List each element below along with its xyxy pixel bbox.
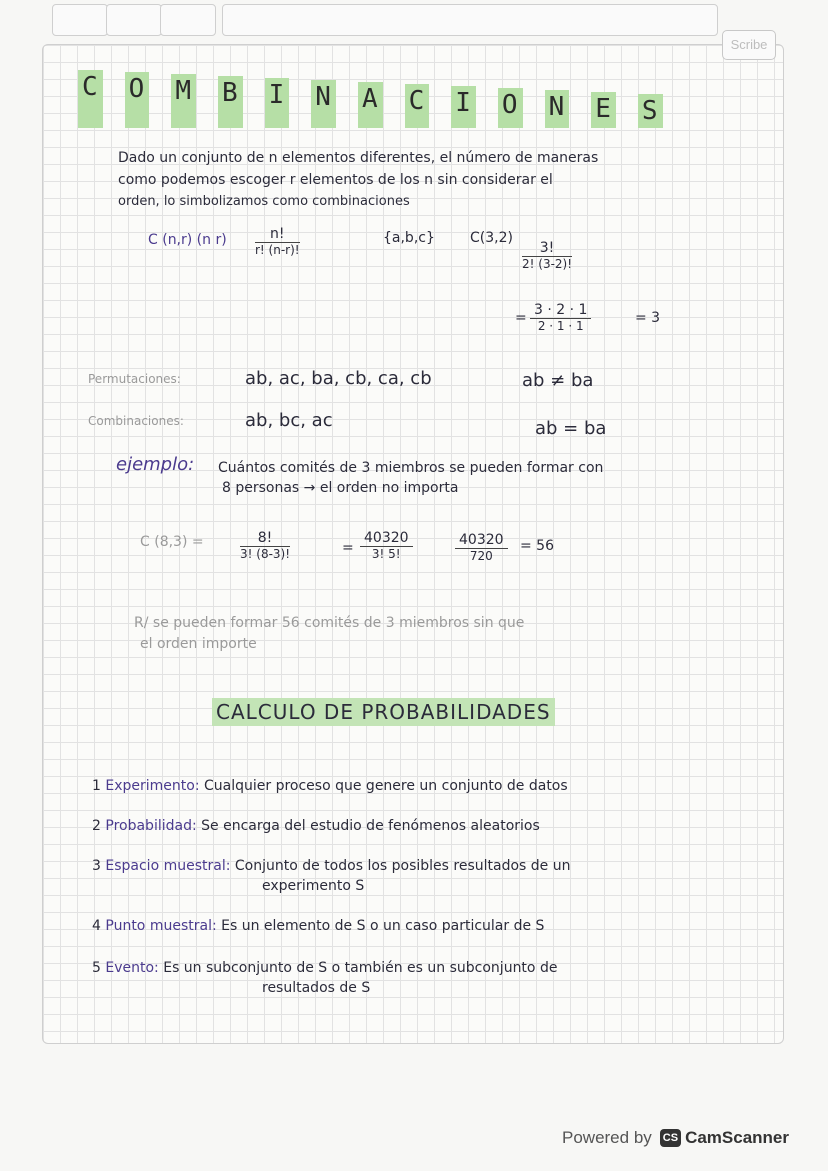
title-letter: O [498, 88, 523, 128]
item-text-continued: experimento S [262, 878, 365, 894]
item-number: 5 [92, 960, 101, 976]
calc-lhs: C (8,3) = [140, 534, 204, 550]
title-letter: E [591, 92, 616, 128]
top-box-2 [106, 4, 162, 36]
example-line-1: Cuántos comités de 3 miembros se pueden formar con [218, 460, 604, 476]
scanner-footer [562, 1128, 789, 1148]
formula-num: n! [255, 226, 300, 243]
example-num: 3! [522, 240, 572, 257]
formula-fraction [255, 226, 300, 257]
definition-line-2: como podemos escoger r elementos de los n sin considerar el [118, 172, 553, 188]
definition-item [92, 818, 540, 834]
perm-note: ab ≠ ba [522, 370, 594, 391]
comb-note: ab = ba [535, 418, 607, 439]
comb-values: ab, bc, ac [245, 410, 333, 431]
title-letter: O [125, 72, 150, 128]
section-heading [212, 700, 555, 724]
formula-den: r! (n-r)! [255, 243, 300, 257]
definition-item [92, 960, 557, 976]
f1-den: 3! (8-3)! [240, 547, 291, 561]
calc-fraction-1 [240, 530, 290, 561]
camscanner-icon: CS [660, 1129, 681, 1147]
answer-line-1: R/ se pueden formar 56 comités de 3 miembros sin que [134, 615, 525, 631]
step-result: = 3 [635, 310, 661, 326]
item-text: Cualquier proceso que genere un conjunto de datos [204, 778, 568, 794]
top-box-1 [52, 4, 108, 36]
f2-num: 40320 [360, 530, 413, 547]
brand-name: CamScanner [685, 1128, 789, 1147]
example-line-2: 8 personas → el orden no importa [222, 480, 459, 496]
item-term: Experimento: [105, 778, 200, 794]
calc-result: = 56 [520, 538, 554, 554]
page-title [78, 70, 663, 128]
top-box-4 [222, 4, 718, 36]
item-text: Se encarga del estudio de fenómenos aleatorios [201, 818, 540, 834]
item-number: 1 [92, 778, 101, 794]
item-number: 2 [92, 818, 101, 834]
calc-fraction-2 [360, 530, 413, 561]
f3-den: 720 [469, 549, 493, 563]
formula-set: {a,b,c} [383, 230, 435, 246]
item-term: Evento: [105, 960, 159, 976]
section-heading-text: CALCULO DE PROBABILIDADES [212, 698, 555, 726]
definition-line-1: Dado un conjunto de n elementos diferentes, el número de maneras [118, 150, 599, 166]
f1-num: 8! [240, 530, 290, 547]
example-label: ejemplo: [116, 454, 195, 475]
top-box-3 [160, 4, 216, 36]
comb-label: Combinaciones: [88, 414, 184, 428]
item-number: 4 [92, 918, 101, 934]
perm-values: ab, ac, ba, cb, ca, cb [245, 368, 432, 389]
step-eq: = [515, 310, 527, 326]
formula-lhs: C (n,r) (n r) [148, 232, 227, 248]
title-letter: N [545, 90, 570, 128]
f2-den: 3! 5! [371, 547, 401, 561]
title-letter: A [358, 82, 383, 128]
title-letter: I [265, 78, 290, 128]
step-fraction [530, 302, 591, 333]
title-letter: M [171, 74, 196, 128]
title-letter: C [78, 70, 103, 128]
example-fraction [522, 240, 572, 271]
definition-item [92, 918, 544, 934]
definition-item [92, 778, 568, 794]
camscanner-logo [660, 1128, 789, 1148]
title-letter: B [218, 76, 243, 128]
step-den: 2 · 1 · 1 [537, 319, 584, 333]
calc-fraction-3 [455, 532, 508, 563]
answer-line-2: el orden importe [140, 636, 257, 652]
title-letter: C [405, 84, 430, 128]
item-term: Espacio muestral: [105, 858, 231, 874]
item-text: Es un subconjunto de S o también es un subconjunto de [163, 960, 558, 976]
calc-eq: = [342, 540, 354, 556]
example-lhs: C(3,2) [470, 230, 513, 246]
item-term: Punto muestral: [105, 918, 217, 934]
title-letter: N [311, 80, 336, 128]
definition-line-3: orden, lo simbolizamos como combinaciones [118, 194, 410, 209]
title-letter: S [638, 94, 663, 128]
definition-item [92, 858, 571, 874]
title-letter: I [451, 86, 476, 128]
scribe-button[interactable]: Scribe [722, 30, 776, 60]
f3-num: 40320 [455, 532, 508, 549]
item-text: Es un elemento de S o un caso particular de S [221, 918, 545, 934]
item-term: Probabilidad: [105, 818, 197, 834]
example-den: 2! (3-2)! [522, 257, 573, 271]
powered-by-text: Powered by [562, 1128, 652, 1147]
item-text-continued: resultados de S [262, 980, 371, 996]
item-text: Conjunto de todos los posibles resultados de un [234, 858, 571, 874]
step-num: 3 · 2 · 1 [530, 302, 591, 319]
item-number: 3 [92, 858, 101, 874]
perm-label: Permutaciones: [88, 372, 181, 386]
